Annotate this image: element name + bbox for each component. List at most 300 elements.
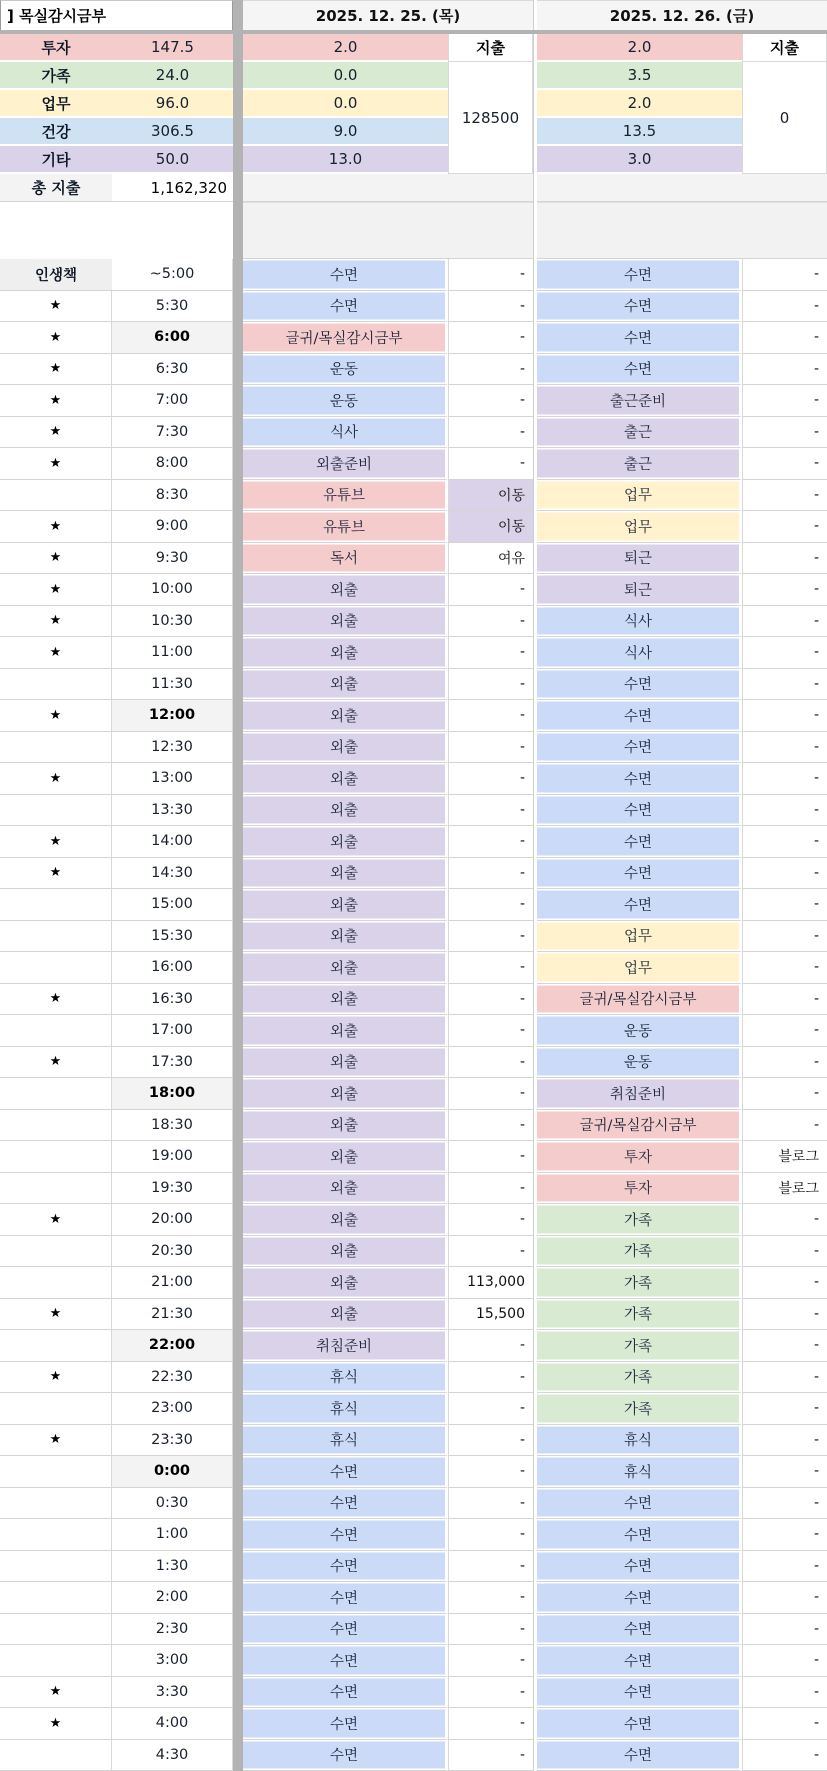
time-cell[interactable]: 6:00	[112, 322, 233, 354]
star-cell-empty[interactable]	[0, 1141, 112, 1173]
time-cell[interactable]: 9:30	[112, 543, 233, 575]
day2-activity-cell[interactable]: 가족	[537, 1330, 742, 1362]
day1-activity-cell[interactable]: 외출	[243, 1015, 448, 1047]
total-expense-value[interactable]: 1,162,320	[112, 174, 233, 202]
day1-expense-cell[interactable]: -	[448, 1362, 533, 1394]
day1-activity-cell[interactable]: 휴식	[243, 1362, 448, 1394]
day2-activity-cell[interactable]: 수면	[537, 1488, 742, 1520]
summary-value-health[interactable]: 306.5	[112, 118, 233, 146]
day1-activity-cell[interactable]: 외출	[243, 952, 448, 984]
day2-expense-cell[interactable]: -	[742, 354, 827, 386]
star-cell[interactable]: ★	[0, 1708, 112, 1740]
day1-activity-cell[interactable]: 휴식	[243, 1393, 448, 1425]
star-cell[interactable]: ★	[0, 511, 112, 543]
summary-value-work[interactable]: 96.0	[112, 90, 233, 118]
day2-summary-family[interactable]: 3.5	[537, 62, 742, 90]
day1-expense-cell[interactable]: -	[448, 1740, 533, 1771]
day1-expense-cell[interactable]: -	[448, 858, 533, 890]
time-cell[interactable]: 1:00	[112, 1519, 233, 1551]
time-cell[interactable]: 10:30	[112, 606, 233, 638]
time-cell[interactable]: 19:30	[112, 1173, 233, 1205]
day1-summary-family[interactable]: 0.0	[243, 62, 448, 90]
day2-expense-cell[interactable]: 블로그	[742, 1173, 827, 1205]
star-cell[interactable]: ★	[0, 543, 112, 575]
day1-expense-cell[interactable]: -	[448, 417, 533, 449]
day1-activity-cell[interactable]: 외출	[243, 984, 448, 1016]
day1-activity-cell[interactable]: 외출	[243, 763, 448, 795]
day1-expense-cell[interactable]: -	[448, 291, 533, 323]
day1-date-header[interactable]: 2025. 12. 25. (목)	[243, 0, 533, 30]
day2-activity-cell[interactable]: 휴식	[537, 1456, 742, 1488]
summary-label-etc[interactable]: 기타	[0, 146, 112, 174]
time-cell[interactable]: ~5:00	[112, 259, 233, 291]
day1-expense-cell[interactable]: -	[448, 826, 533, 858]
day1-expense-cell[interactable]: -	[448, 1141, 533, 1173]
day2-summary-etc[interactable]: 3.0	[537, 146, 742, 174]
day2-expense-cell[interactable]: -	[742, 700, 827, 732]
time-cell[interactable]: 15:00	[112, 889, 233, 921]
day2-activity-cell[interactable]: 가족	[537, 1267, 742, 1299]
day2-activity-cell[interactable]: 가족	[537, 1393, 742, 1425]
day2-activity-cell[interactable]: 수면	[537, 889, 742, 921]
day1-activity-cell[interactable]: 운동	[243, 354, 448, 386]
day2-activity-cell[interactable]: 수면	[537, 795, 742, 827]
star-cell[interactable]: ★	[0, 606, 112, 638]
time-cell[interactable]: 12:00	[112, 700, 233, 732]
day1-activity-cell[interactable]: 외출	[243, 637, 448, 669]
day2-activity-cell[interactable]: 가족	[537, 1362, 742, 1394]
day1-expense-cell[interactable]: -	[448, 1236, 533, 1268]
day1-summary-health[interactable]: 9.0	[243, 118, 448, 146]
day2-activity-cell[interactable]: 수면	[537, 1519, 742, 1551]
day2-activity-cell[interactable]: 퇴근	[537, 543, 742, 575]
day1-expense-cell[interactable]: 15,500	[448, 1299, 533, 1331]
time-cell[interactable]: 19:00	[112, 1141, 233, 1173]
day1-expense-cell[interactable]: -	[448, 259, 533, 291]
summary-value-family[interactable]: 24.0	[112, 62, 233, 90]
day1-expense-cell[interactable]: -	[448, 1330, 533, 1362]
time-cell[interactable]: 13:00	[112, 763, 233, 795]
time-cell[interactable]: 22:30	[112, 1362, 233, 1394]
day1-activity-cell[interactable]: 수면	[243, 1519, 448, 1551]
time-cell[interactable]: 11:00	[112, 637, 233, 669]
day1-expense-cell[interactable]: -	[448, 1110, 533, 1142]
day2-activity-cell[interactable]: 수면	[537, 858, 742, 890]
summary-label-family[interactable]: 가족	[0, 62, 112, 90]
time-cell[interactable]: 23:00	[112, 1393, 233, 1425]
day1-activity-cell[interactable]: 수면	[243, 1614, 448, 1646]
day1-expense-cell[interactable]: -	[448, 637, 533, 669]
day2-expense-cell[interactable]: -	[742, 795, 827, 827]
time-cell[interactable]: 6:30	[112, 354, 233, 386]
day1-activity-cell[interactable]: 휴식	[243, 1425, 448, 1457]
day1-expense-cell[interactable]: 113,000	[448, 1267, 533, 1299]
star-cell[interactable]: ★	[0, 574, 112, 606]
day1-expense-cell[interactable]: -	[448, 1645, 533, 1677]
day2-expense-cell[interactable]: -	[742, 1456, 827, 1488]
day1-expense-cell[interactable]: -	[448, 1551, 533, 1583]
day2-expense-cell[interactable]: -	[742, 1362, 827, 1394]
day2-expense-cell[interactable]: -	[742, 637, 827, 669]
time-cell[interactable]: 12:30	[112, 732, 233, 764]
day2-expense-cell[interactable]: -	[742, 1393, 827, 1425]
time-cell[interactable]: 14:00	[112, 826, 233, 858]
day2-activity-cell[interactable]: 출근	[537, 448, 742, 480]
day1-activity-cell[interactable]: 수면	[243, 259, 448, 291]
day1-activity-cell[interactable]: 외출	[243, 921, 448, 953]
day2-expense-cell[interactable]: -	[742, 1677, 827, 1709]
day1-expense-cell[interactable]: -	[448, 921, 533, 953]
day1-expense-cell[interactable]: 여유	[448, 543, 533, 575]
day2-activity-cell[interactable]: 수면	[537, 1740, 742, 1771]
day1-expense-cell[interactable]: 이동	[448, 511, 533, 543]
star-cell[interactable]: ★	[0, 448, 112, 480]
time-cell[interactable]: 18:00	[112, 1078, 233, 1110]
day2-expense-cell[interactable]: -	[742, 889, 827, 921]
day1-activity-cell[interactable]: 외출	[243, 1236, 448, 1268]
star-cell[interactable]: ★	[0, 1425, 112, 1457]
star-cell[interactable]: ★	[0, 700, 112, 732]
day1-summary-work[interactable]: 0.0	[243, 90, 448, 118]
time-cell[interactable]: 5:30	[112, 291, 233, 323]
day2-expense-cell[interactable]: -	[742, 763, 827, 795]
time-cell[interactable]: 3:00	[112, 1645, 233, 1677]
day2-expense-cell[interactable]: 블로그	[742, 1141, 827, 1173]
day1-expense-cell[interactable]: -	[448, 1047, 533, 1079]
day1-activity-cell[interactable]: 외출	[243, 826, 448, 858]
day1-summary-etc[interactable]: 13.0	[243, 146, 448, 174]
day1-expense-cell[interactable]: -	[448, 1078, 533, 1110]
day2-activity-cell[interactable]: 수면	[537, 1708, 742, 1740]
day1-expense-cell[interactable]: -	[448, 669, 533, 701]
day1-activity-cell[interactable]: 외출	[243, 700, 448, 732]
star-cell-empty[interactable]	[0, 1614, 112, 1646]
time-cell[interactable]: 16:30	[112, 984, 233, 1016]
day1-expense-cell[interactable]: -	[448, 574, 533, 606]
day2-expense-cell[interactable]: -	[742, 1015, 827, 1047]
time-cell[interactable]: 7:30	[112, 417, 233, 449]
day2-date-header[interactable]: 2025. 12. 26. (금)	[537, 0, 827, 30]
day1-expense-cell[interactable]: -	[448, 1393, 533, 1425]
day1-activity-cell[interactable]: 외출	[243, 732, 448, 764]
day1-expense-cell[interactable]: -	[448, 1677, 533, 1709]
star-cell-empty[interactable]	[0, 1110, 112, 1142]
day1-activity-cell[interactable]: 수면	[243, 1740, 448, 1771]
day2-activity-cell[interactable]: 수면	[537, 1551, 742, 1583]
time-cell[interactable]: 17:30	[112, 1047, 233, 1079]
day2-expense-cell[interactable]: -	[742, 984, 827, 1016]
day2-expense-cell[interactable]: -	[742, 606, 827, 638]
star-cell[interactable]: ★	[0, 1204, 112, 1236]
day2-expense-header[interactable]: 지출	[742, 34, 827, 62]
day2-expense-cell[interactable]: -	[742, 858, 827, 890]
day2-activity-cell[interactable]: 출근준비	[537, 385, 742, 417]
summary-label-health[interactable]: 건강	[0, 118, 112, 146]
day1-activity-cell[interactable]: 외출	[243, 795, 448, 827]
day1-activity-cell[interactable]: 식사	[243, 417, 448, 449]
day1-activity-cell[interactable]: 수면	[243, 1645, 448, 1677]
day1-activity-cell[interactable]: 수면	[243, 1456, 448, 1488]
day2-expense-cell[interactable]: -	[742, 1582, 827, 1614]
day2-activity-cell[interactable]: 업무	[537, 511, 742, 543]
day1-activity-cell[interactable]: 외출	[243, 1078, 448, 1110]
day2-expense-cell[interactable]: -	[742, 1488, 827, 1520]
star-cell-empty[interactable]	[0, 669, 112, 701]
star-cell-empty[interactable]	[0, 1173, 112, 1205]
star-cell-empty[interactable]	[0, 1645, 112, 1677]
day1-summary-invest[interactable]: 2.0	[243, 34, 448, 62]
day2-activity-cell[interactable]: 수면	[537, 732, 742, 764]
star-cell[interactable]: ★	[0, 1362, 112, 1394]
star-cell-empty[interactable]	[0, 1456, 112, 1488]
day2-activity-cell[interactable]: 휴식	[537, 1425, 742, 1457]
time-cell[interactable]: 16:00	[112, 952, 233, 984]
star-cell-empty[interactable]	[0, 1582, 112, 1614]
star-cell[interactable]: ★	[0, 984, 112, 1016]
star-cell-empty[interactable]	[0, 1015, 112, 1047]
star-cell-empty[interactable]	[0, 1519, 112, 1551]
day1-activity-cell[interactable]: 수면	[243, 1582, 448, 1614]
star-cell-empty[interactable]	[0, 1488, 112, 1520]
day2-expense-cell[interactable]: -	[742, 385, 827, 417]
day2-activity-cell[interactable]: 식사	[537, 606, 742, 638]
day2-activity-cell[interactable]: 운동	[537, 1015, 742, 1047]
star-cell-empty[interactable]	[0, 1393, 112, 1425]
day2-expense-cell[interactable]: -	[742, 1551, 827, 1583]
star-cell[interactable]: ★	[0, 637, 112, 669]
day2-summary-work[interactable]: 2.0	[537, 90, 742, 118]
summary-label-work[interactable]: 업무	[0, 90, 112, 118]
star-cell[interactable]: ★	[0, 826, 112, 858]
time-cell[interactable]: 15:30	[112, 921, 233, 953]
day2-expense-cell[interactable]: -	[742, 322, 827, 354]
star-cell-empty[interactable]	[0, 1078, 112, 1110]
day2-expense-cell[interactable]: -	[742, 1330, 827, 1362]
day2-activity-cell[interactable]: 수면	[537, 1614, 742, 1646]
day2-activity-cell[interactable]: 가족	[537, 1299, 742, 1331]
day2-expense-cell[interactable]: -	[742, 1740, 827, 1771]
day2-expense-cell[interactable]: -	[742, 1708, 827, 1740]
day1-activity-cell[interactable]: 외출	[243, 858, 448, 890]
sheet-title-cell[interactable]: ] 목실감시금부	[0, 0, 233, 30]
day2-expense-cell[interactable]: -	[742, 1110, 827, 1142]
day2-expense-total[interactable]: 0	[742, 62, 827, 174]
day1-expense-cell[interactable]: -	[448, 1425, 533, 1457]
day1-activity-cell[interactable]: 유튜브	[243, 511, 448, 543]
star-cell-empty[interactable]	[0, 1236, 112, 1268]
day1-expense-cell[interactable]: -	[448, 1173, 533, 1205]
time-cell[interactable]: 10:00	[112, 574, 233, 606]
day2-expense-cell[interactable]: -	[742, 259, 827, 291]
time-cell[interactable]: 21:00	[112, 1267, 233, 1299]
day2-activity-cell[interactable]: 퇴근	[537, 574, 742, 606]
day2-expense-cell[interactable]: -	[742, 1645, 827, 1677]
day2-activity-cell[interactable]: 수면	[537, 322, 742, 354]
day2-activity-cell[interactable]: 글귀/목실감시금부	[537, 1110, 742, 1142]
summary-value-etc[interactable]: 50.0	[112, 146, 233, 174]
day1-activity-cell[interactable]: 수면	[243, 291, 448, 323]
day1-activity-cell[interactable]: 외출	[243, 1173, 448, 1205]
day2-expense-cell[interactable]: -	[742, 921, 827, 953]
day2-activity-cell[interactable]: 수면	[537, 669, 742, 701]
day1-activity-cell[interactable]: 외출	[243, 606, 448, 638]
time-cell[interactable]: 21:30	[112, 1299, 233, 1331]
day1-activity-cell[interactable]: 외출	[243, 1141, 448, 1173]
day1-activity-cell[interactable]: 독서	[243, 543, 448, 575]
day2-expense-cell[interactable]: -	[742, 448, 827, 480]
day1-activity-cell[interactable]: 외출	[243, 669, 448, 701]
day1-activity-cell[interactable]: 외출	[243, 889, 448, 921]
summary-value-invest[interactable]: 147.5	[112, 34, 233, 62]
day2-expense-cell[interactable]: -	[742, 1425, 827, 1457]
time-cell[interactable]: 8:30	[112, 480, 233, 512]
star-cell-empty[interactable]	[0, 1330, 112, 1362]
day1-expense-cell[interactable]: -	[448, 1582, 533, 1614]
day2-activity-cell[interactable]: 수면	[537, 700, 742, 732]
day2-activity-cell[interactable]: 출근	[537, 417, 742, 449]
day2-expense-cell[interactable]: -	[742, 511, 827, 543]
star-cell[interactable]: ★	[0, 385, 112, 417]
day1-expense-cell[interactable]: -	[448, 1614, 533, 1646]
star-cell-empty[interactable]	[0, 480, 112, 512]
day2-activity-cell[interactable]: 식사	[537, 637, 742, 669]
day2-activity-cell[interactable]: 수면	[537, 259, 742, 291]
day2-expense-cell[interactable]: -	[742, 1267, 827, 1299]
day2-expense-cell[interactable]: -	[742, 1519, 827, 1551]
time-cell[interactable]: 20:00	[112, 1204, 233, 1236]
day2-expense-cell[interactable]: -	[742, 1204, 827, 1236]
day2-expense-cell[interactable]: -	[742, 732, 827, 764]
star-cell-empty[interactable]	[0, 1551, 112, 1583]
day2-activity-cell[interactable]: 투자	[537, 1173, 742, 1205]
day2-expense-cell[interactable]: -	[742, 417, 827, 449]
time-cell[interactable]: 11:30	[112, 669, 233, 701]
day1-expense-cell[interactable]: -	[448, 606, 533, 638]
day1-expense-cell[interactable]: -	[448, 1708, 533, 1740]
day1-activity-cell[interactable]: 글귀/목실감시금부	[243, 322, 448, 354]
time-cell[interactable]: 2:00	[112, 1582, 233, 1614]
time-cell[interactable]: 0:00	[112, 1456, 233, 1488]
day2-activity-cell[interactable]: 가족	[537, 1204, 742, 1236]
day2-activity-cell[interactable]: 수면	[537, 1677, 742, 1709]
day1-expense-cell[interactable]: -	[448, 322, 533, 354]
star-cell[interactable]: ★	[0, 763, 112, 795]
day2-activity-cell[interactable]: 수면	[537, 826, 742, 858]
day1-activity-cell[interactable]: 수면	[243, 1488, 448, 1520]
day2-activity-cell[interactable]: 수면	[537, 291, 742, 323]
day1-activity-cell[interactable]: 유튜브	[243, 480, 448, 512]
star-cell[interactable]: ★	[0, 354, 112, 386]
star-cell[interactable]: ★	[0, 417, 112, 449]
day1-expense-cell[interactable]: -	[448, 984, 533, 1016]
day1-activity-cell[interactable]: 취침준비	[243, 1330, 448, 1362]
day2-expense-cell[interactable]: -	[742, 1236, 827, 1268]
star-cell[interactable]: ★	[0, 322, 112, 354]
day2-activity-cell[interactable]: 가족	[537, 1236, 742, 1268]
time-cell[interactable]: 0:30	[112, 1488, 233, 1520]
time-cell[interactable]: 4:00	[112, 1708, 233, 1740]
star-cell[interactable]: ★	[0, 858, 112, 890]
star-cell-empty[interactable]	[0, 795, 112, 827]
day2-expense-cell[interactable]: -	[742, 1047, 827, 1079]
time-cell[interactable]: 9:00	[112, 511, 233, 543]
day1-expense-cell[interactable]: -	[448, 1488, 533, 1520]
day1-expense-cell[interactable]: -	[448, 1015, 533, 1047]
day1-activity-cell[interactable]: 수면	[243, 1677, 448, 1709]
time-cell[interactable]: 7:00	[112, 385, 233, 417]
star-cell-empty[interactable]	[0, 732, 112, 764]
day1-activity-cell[interactable]: 외출	[243, 1110, 448, 1142]
day2-activity-cell[interactable]: 취침준비	[537, 1078, 742, 1110]
day1-expense-cell[interactable]: -	[448, 448, 533, 480]
day2-activity-cell[interactable]: 수면	[537, 1645, 742, 1677]
day2-expense-cell[interactable]: -	[742, 1299, 827, 1331]
day2-expense-cell[interactable]: -	[742, 669, 827, 701]
day1-activity-cell[interactable]: 수면	[243, 1708, 448, 1740]
day2-expense-cell[interactable]: -	[742, 574, 827, 606]
day2-summary-health[interactable]: 13.5	[537, 118, 742, 146]
day1-expense-cell[interactable]: -	[448, 952, 533, 984]
day2-expense-cell[interactable]: -	[742, 480, 827, 512]
time-cell[interactable]: 23:30	[112, 1425, 233, 1457]
day1-expense-header[interactable]: 지출	[448, 34, 533, 62]
day1-expense-cell[interactable]: -	[448, 385, 533, 417]
day2-activity-cell[interactable]: 수면	[537, 354, 742, 386]
time-cell[interactable]: 1:30	[112, 1551, 233, 1583]
day1-activity-cell[interactable]: 수면	[243, 1551, 448, 1583]
day1-activity-cell[interactable]: 외출	[243, 574, 448, 606]
time-cell[interactable]: 3:30	[112, 1677, 233, 1709]
star-cell[interactable]: ★	[0, 1047, 112, 1079]
day2-activity-cell[interactable]: 업무	[537, 952, 742, 984]
day1-activity-cell[interactable]: 운동	[243, 385, 448, 417]
day1-expense-total[interactable]: 128500	[448, 62, 533, 174]
day2-expense-cell[interactable]: -	[742, 1078, 827, 1110]
day1-expense-cell[interactable]: -	[448, 1456, 533, 1488]
day1-expense-cell[interactable]: -	[448, 1204, 533, 1236]
day1-expense-cell[interactable]: 이동	[448, 480, 533, 512]
day1-expense-cell[interactable]: -	[448, 1519, 533, 1551]
day2-activity-cell[interactable]: 업무	[537, 921, 742, 953]
star-cell-empty[interactable]	[0, 1740, 112, 1771]
day2-expense-cell[interactable]: -	[742, 291, 827, 323]
day1-expense-cell[interactable]: -	[448, 763, 533, 795]
star-cell[interactable]: ★	[0, 1677, 112, 1709]
day2-activity-cell[interactable]: 업무	[537, 480, 742, 512]
star-cell[interactable]: ★	[0, 1299, 112, 1331]
day2-activity-cell[interactable]: 수면	[537, 1582, 742, 1614]
time-cell[interactable]: 13:30	[112, 795, 233, 827]
day1-expense-cell[interactable]: -	[448, 700, 533, 732]
day2-summary-invest[interactable]: 2.0	[537, 34, 742, 62]
day1-activity-cell[interactable]: 외출	[243, 1267, 448, 1299]
day2-activity-cell[interactable]: 투자	[537, 1141, 742, 1173]
time-cell[interactable]: 18:30	[112, 1110, 233, 1142]
day2-activity-cell[interactable]: 글귀/목실감시금부	[537, 984, 742, 1016]
total-expense-label[interactable]: 총 지출	[0, 174, 112, 202]
star-cell-empty[interactable]	[0, 1267, 112, 1299]
day1-activity-cell[interactable]: 외출준비	[243, 448, 448, 480]
star-cell-empty[interactable]	[0, 952, 112, 984]
time-cell[interactable]: 8:00	[112, 448, 233, 480]
day1-expense-cell[interactable]: -	[448, 795, 533, 827]
time-cell[interactable]: 4:30	[112, 1740, 233, 1771]
star-cell[interactable]: ★	[0, 291, 112, 323]
day1-expense-cell[interactable]: -	[448, 889, 533, 921]
day2-expense-cell[interactable]: -	[742, 543, 827, 575]
time-cell[interactable]: 20:30	[112, 1236, 233, 1268]
time-cell[interactable]: 17:00	[112, 1015, 233, 1047]
